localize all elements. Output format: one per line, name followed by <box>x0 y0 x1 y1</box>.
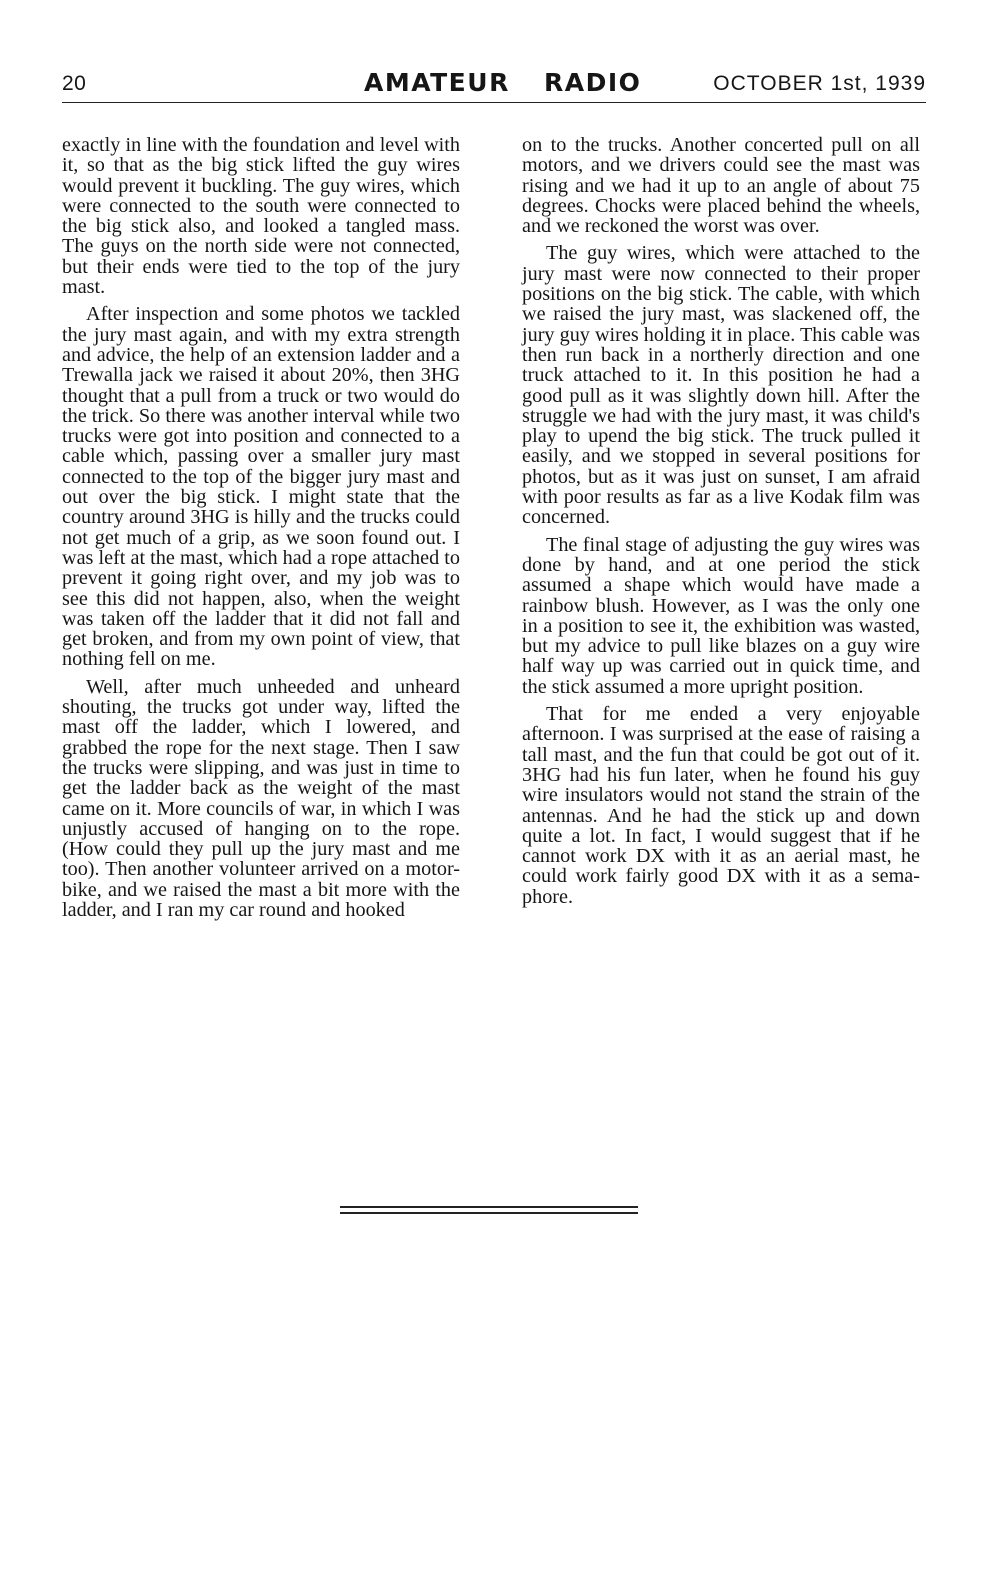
paragraph: exactly in line with the foundation and level with it, so that as the big stick lifted the guy wires would prevent it buckling. The guy wires, which were connected to the south were connected to the big stick also, and looked a tangled mass. The guys on the north side were not connected, but their ends were tied to the top of the jury mast. <box>62 134 460 299</box>
paragraph: on to the trucks. Another concerted pull on all motors, and we drivers could see the mast was rising and we had it up to an angle of about 75 degrees. Chocks were placed behind the wheels, and we reckoned the worst was over. <box>522 134 920 238</box>
paragraph: Well, after much unheeded and unheard shouting, the trucks got under way, lifted the mast off the ladder, which I lowered, and grabbed the rope for the next stage. Then I saw the trucks were slipping, and was just in time to get the ladder back as the weight of the mast came on it. More councils of war, in which I was unjustly accused of hanging on to the rope. (How could they pull up the jury mast and me too). Then another volunteer arrived on a motor-bike, and we raised the mast a bit more with the ladder, and I ran my car round and hooked <box>62 675 460 921</box>
right-column <box>522 135 920 907</box>
issue-date: OCTOBER 1st, 1939 <box>713 72 926 95</box>
end-of-article-rule-bottom <box>340 1212 638 1214</box>
page-number: 20 <box>62 72 87 95</box>
header-rule <box>62 102 926 103</box>
page-header <box>62 68 926 102</box>
paragraph: After inspection and some photos we tackled the jury mast again, and with my extra strength and advice, the help of an extension ladder and a Trewalla jack we raised it about 20%, then 3HG thought that a pull from a truck or two would do the trick. So there was another interval while two trucks were got into position and connected to a cable which, passing over a smaller jury mast connected to the top of the bigger jury mast and out over the big stick. I might state that the country around 3HG is hilly and the trucks could not get much of a grip, as we soon found out. I was left at the mast, which had a rope attached to prevent it going right over, and my job was to see this did not happen, also, when the weight was taken off the ladder that it did not fall and get broken, and from my own point of view, that nothing fell on me. <box>62 303 460 671</box>
paragraph: That for me ended a very enjoyable afternoon. I was surprised at the ease of raising a tall mast, and the fun that could be got out of it. 3HG had his fun later, when he found his guy wire insulators would not stand the strain of the antennas. And he had the stick up and down quite a lot. In fact, I would suggest that if he cannot work DX with it as an aerial mast, he could work fairly good DX with it as a semaphore. <box>522 703 920 908</box>
left-column <box>62 135 460 920</box>
paragraph: The guy wires, which were attached to the jury mast were now connected to their proper positions on the big stick. The cable, with which we raised the jury mast, was slackened off, the jury guy wires holding it in place. This cable was then run back in a northerly direction and one truck attached to it. In this position he had a good pull as it was slightly down hill. After the struggle we had with the jury mast, it was child's play to upend the big stick. The truck pulled it easily, and we stopped in several positions for photos, but as it was just on sunset, I am afraid with poor results as far as a live Kodak film was concerned. <box>522 242 920 529</box>
end-of-article-rule-top <box>340 1206 638 1208</box>
paragraph: The final stage of adjusting the guy wires was done by hand, and at one period the stick assumed a shape which would have made a rainbow blush. However, as I was the only one in a position to see it, the exhibition was wasted, but my advice to pull like blazes on a guy wire half way up was carried out in quick time, and the stick assumed a more upright position. <box>522 533 920 698</box>
journal-title: AMATEUR RADIO <box>364 68 642 97</box>
